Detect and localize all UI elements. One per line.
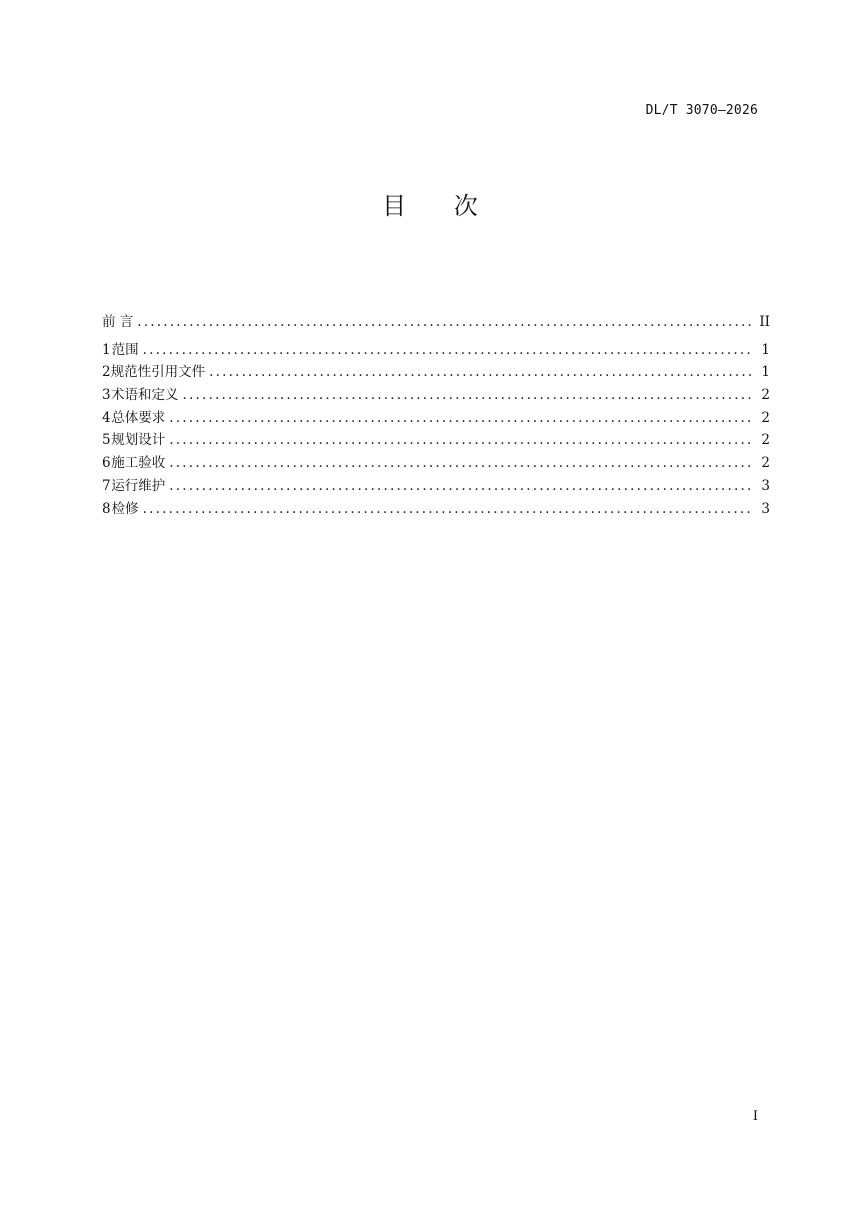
toc-entry-label: 运行维护 [111, 477, 166, 494]
toc-entry-page: 3 [761, 500, 770, 517]
toc-dot-leader [183, 387, 752, 403]
toc-entry-label: 检修 [111, 500, 139, 517]
toc-entry-label: 范围 [111, 341, 139, 358]
toc-entry-scope[interactable] [102, 338, 770, 361]
toc-entry-page: 1 [761, 341, 770, 358]
toc-entry-number: 2 [102, 364, 111, 381]
toc-dot-leader [209, 364, 752, 380]
toc-entry-label: 总体要求 [111, 409, 166, 426]
toc-entry-general-requirements[interactable] [102, 406, 770, 429]
table-of-contents [102, 310, 770, 519]
page-number: I [752, 1109, 758, 1124]
toc-entry-page: 2 [761, 387, 770, 404]
toc-dot-leader [169, 455, 752, 471]
toc-dot-leader [137, 314, 752, 330]
toc-entry-page: 2 [761, 455, 770, 472]
toc-entry-foreword[interactable] [102, 310, 770, 333]
toc-entry-label: 规范性引用文件 [110, 364, 206, 381]
toc-entry-overhaul[interactable] [102, 497, 770, 520]
toc-entry-number: 5 [102, 432, 111, 449]
toc-entry-label: 术语和定义 [111, 387, 179, 404]
toc-entry-planning-design[interactable] [102, 428, 770, 451]
toc-entry-page: 3 [761, 477, 770, 494]
toc-entry-number: 6 [102, 455, 111, 472]
toc-entry-label: 前 言 [102, 314, 134, 330]
toc-entry-number: 1 [102, 341, 111, 358]
toc-entry-number: 4 [102, 409, 111, 426]
toc-entry-label: 施工验收 [111, 455, 166, 472]
toc-entry-page: 2 [761, 409, 770, 426]
toc-dot-leader [169, 432, 752, 448]
toc-entry-number: 8 [102, 500, 111, 517]
toc-entry-construction-acceptance[interactable] [102, 451, 770, 474]
toc-entry-label: 规划设计 [111, 432, 166, 449]
toc-entry-operation-maintenance[interactable] [102, 474, 770, 497]
toc-entry-number: 7 [102, 477, 111, 494]
toc-dot-leader [143, 342, 752, 358]
toc-entry-terms-definitions[interactable] [102, 383, 770, 406]
page-title: 目 次 [382, 192, 498, 220]
toc-dot-leader [169, 478, 752, 494]
toc-entry-page: II [759, 314, 770, 330]
toc-entry-page: 1 [761, 364, 770, 381]
toc-entry-page: 2 [761, 432, 770, 449]
toc-entry-normative-references[interactable] [102, 360, 770, 383]
standard-code: DL/T 3070—2026 [645, 103, 758, 118]
toc-dot-leader [143, 501, 752, 517]
toc-entry-number: 3 [102, 387, 111, 404]
toc-dot-leader [169, 410, 752, 426]
